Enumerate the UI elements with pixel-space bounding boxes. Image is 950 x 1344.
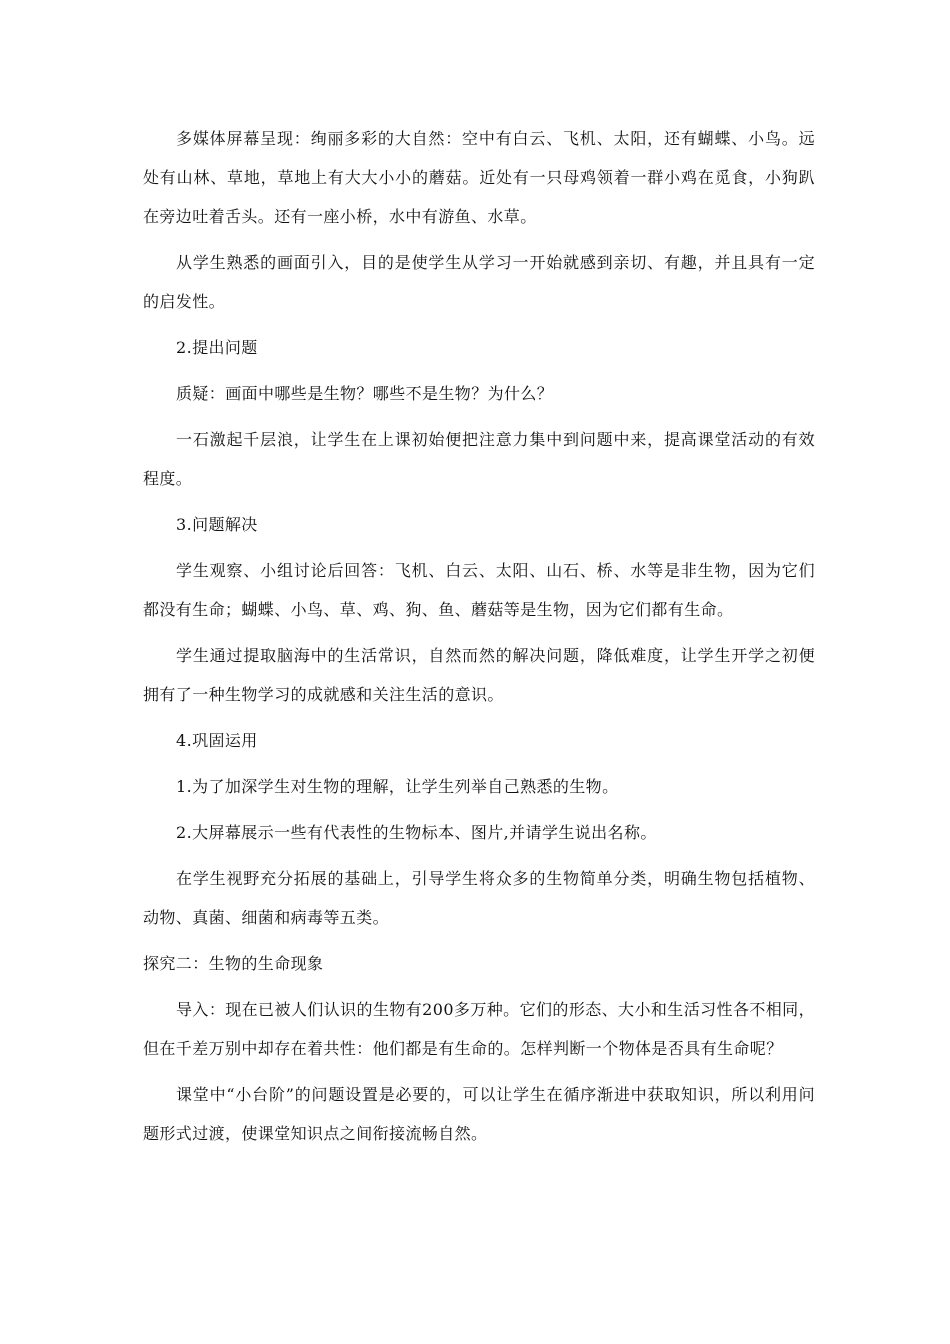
paragraph-multimedia-scene: 多媒体屏幕呈现：绚丽多彩的大自然：空中有白云、飞机、太阳，还有蝴蝶、小鸟。远处有山林、草地，草地上有大大小小的蘑菇。近处有一只母鸡领着一群小鸡在觅食，小狗趴在旁边吐着舌头。还有一座小桥，水中有游鱼、水草。 [143, 129, 815, 226]
paragraph-intro-purpose: 从学生熟悉的画面引入，目的是使学生从学习一开始就感到亲切、有趣，并且具有一定的启发性。 [143, 253, 815, 311]
paragraph-question: 质疑：画面中哪些是生物？哪些不是生物？为什么？ [176, 384, 554, 403]
section-heading-solve-problem: 3.问题解决 [176, 515, 258, 534]
document-body [143, 119, 815, 1160]
paragraph-classification: 在学生视野充分拓展的基础上，引导学生将众多的生物简单分类，明确生物包括植物、动物、真菌、细菌和病毒等五类。 [143, 869, 815, 927]
paragraph-question-purpose: 一石激起千层浪，让学生在上课初始便把注意力集中到问题中来，提高课堂活动的有效程度。 [143, 430, 815, 488]
list-item-2: 2.大屏幕展示一些有代表性的生物标本、图片,并请学生说出名称。 [176, 823, 657, 842]
paragraph-solve-purpose: 学生通过提取脑海中的生活常识，自然而然的解决问题，降低难度，让学生开学之初便拥有了一种生物学习的成就感和关注生活的意识。 [143, 646, 815, 704]
list-item-1: 1.为了加深学生对生物的理解，让学生列举自己熟悉的生物。 [176, 777, 619, 796]
paragraph-student-answer: 学生观察、小组讨论后回答：飞机、白云、太阳、山石、桥、水等是非生物，因为它们都没有生命；蝴蝶、小鸟、草、鸡、狗、鱼、蘑菇等是生物，因为它们都有生命。 [143, 561, 815, 619]
section-heading-ask-question: 2.提出问题 [176, 338, 258, 357]
paragraph-small-steps: 课堂中“小台阶”的问题设置是必要的，可以让学生在循序渐进中获取知识，所以利用问题形式过渡，使课堂知识点之间衔接流畅自然。 [143, 1085, 815, 1143]
paragraph-lead-in: 导入：现在已被人们认识的生物有200多万种。它们的形态、大小和生活习性各不相同，但在千差万别中却存在着共性：他们都是有生命的。怎样判断一个物体是否具有生命呢？ [143, 1000, 815, 1058]
section-heading-consolidate: 4.巩固运用 [176, 731, 258, 750]
section-heading-exploration-two: 探究二：生物的生命现象 [143, 954, 324, 973]
